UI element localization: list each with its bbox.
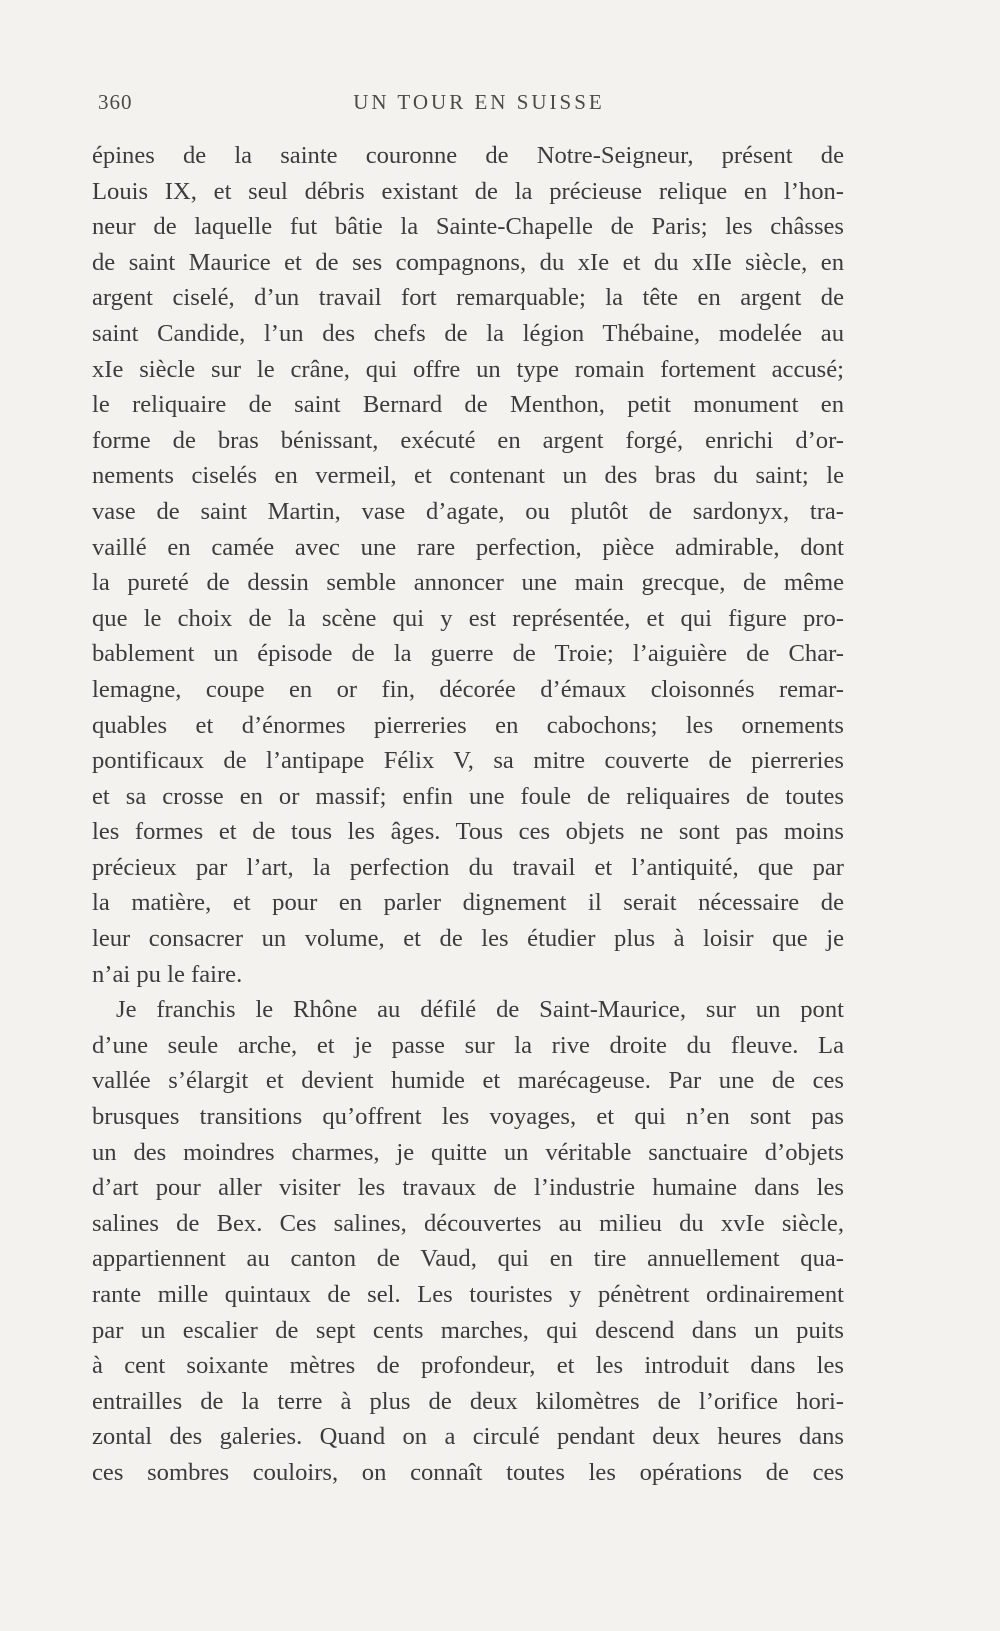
text-line: nements ciselés en vermeil, et contenant un des bras du saint; le bbox=[92, 462, 844, 490]
text-line: d’art pour aller visiter les travaux de l’industrie humaine dans les bbox=[92, 1174, 844, 1202]
text-line: quables et d’énormes pierreries en cabochons; les ornements bbox=[92, 711, 844, 739]
text-line: le reliquaire de saint Bernard de Menthon, petit monument en bbox=[92, 391, 844, 419]
text-line: salines de Bex. Ces salines, découvertes au milieu du xvIe siècle, bbox=[92, 1209, 844, 1237]
text-line: lemagne, coupe en or fin, décorée d’émaux cloisonnés remar- bbox=[92, 675, 844, 703]
text-line: d’une seule arche, et je passe sur la rive droite du fleuve. La bbox=[92, 1031, 844, 1059]
text-line: brusques transitions qu’offrent les voyages, et qui n’en sont pas bbox=[92, 1103, 844, 1131]
text-line: de saint Maurice et de ses compagnons, du xIe et du xIIe siècle, en bbox=[92, 248, 844, 276]
text-line: Je franchis le Rhône au défilé de Saint-Maurice, sur un pont bbox=[116, 996, 844, 1024]
text-line: les formes et de tous les âges. Tous ces objets ne sont pas moins bbox=[92, 818, 844, 846]
text-line: appartiennent au canton de Vaud, qui en tire annuellement qua- bbox=[92, 1245, 844, 1273]
text-line: à cent soixante mètres de profondeur, et les introduit dans les bbox=[92, 1352, 844, 1380]
text-line: que le choix de la scène qui y est représentée, et qui figure pro- bbox=[92, 604, 844, 632]
text-line: la matière, et pour en parler dignement il serait nécessaire de bbox=[92, 889, 844, 917]
text-line: saint Candide, l’un des chefs de la légion Thébaine, modelée au bbox=[92, 319, 844, 347]
page-number: 360 bbox=[98, 90, 133, 114]
text-line: par un escalier de sept cents marches, qui descend dans un puits bbox=[92, 1316, 844, 1344]
text-line: vaillé en camée avec une rare perfection, pièce admirable, dont bbox=[92, 533, 844, 561]
text-line: la pureté de dessin semble annoncer une main grecque, de même bbox=[92, 569, 844, 597]
running-header bbox=[98, 90, 840, 130]
text-line: rante mille quintaux de sel. Les touristes y pénètrent ordinairement bbox=[92, 1281, 844, 1308]
text-line: argent ciselé, d’un travail fort remarquable; la tête en argent de bbox=[92, 284, 844, 312]
text-line: un des moindres charmes, je quitte un véritable sanctuaire d’objets bbox=[92, 1138, 844, 1166]
text-line: vase de saint Martin, vase d’agate, ou plutôt de sardonyx, tra- bbox=[92, 497, 844, 525]
text-line: xIe siècle sur le crâne, qui offre un type romain fortement accusé; bbox=[92, 355, 844, 383]
text-line: zontal des galeries. Quand on a circulé pendant deux heures dans bbox=[92, 1423, 844, 1451]
text-line: leur consacrer un volume, et de les étudier plus à loisir que je bbox=[92, 925, 844, 953]
text-line: n’ai pu le faire. bbox=[92, 960, 243, 988]
text-line: vallée s’élargit et devient humide et marécageuse. Par une de ces bbox=[92, 1067, 844, 1095]
running-title: UN TOUR EN SUISSE bbox=[353, 90, 605, 114]
text-line: neur de laquelle fut bâtie la Sainte-Chapelle de Paris; les châsses bbox=[92, 213, 844, 241]
body-text bbox=[92, 138, 844, 1491]
text-line: bablement un épisode de la guerre de Troie; l’aiguière de Char- bbox=[92, 640, 844, 668]
text-line: et sa crosse en or massif; enfin une foule de reliquaires de toutes bbox=[92, 782, 844, 810]
text-line: Louis IX, et seul débris existant de la précieuse relique en l’hon- bbox=[92, 177, 844, 205]
text-line: entrailles de la terre à plus de deux kilomètres de l’orifice hori- bbox=[92, 1387, 844, 1415]
text-line: forme de bras bénissant, exécuté en argent forgé, enrichi d’or- bbox=[92, 426, 844, 454]
text-line: épines de la sainte couronne de Notre-Seigneur, présent de bbox=[92, 142, 844, 169]
text-line: pontificaux de l’antipape Félix V, sa mitre couverte de pierreries bbox=[92, 747, 844, 775]
text-line: précieux par l’art, la perfection du travail et l’antiquité, que par bbox=[92, 853, 844, 881]
text-line: ces sombres couloirs, on connaît toutes les opérations de ces bbox=[92, 1458, 844, 1486]
